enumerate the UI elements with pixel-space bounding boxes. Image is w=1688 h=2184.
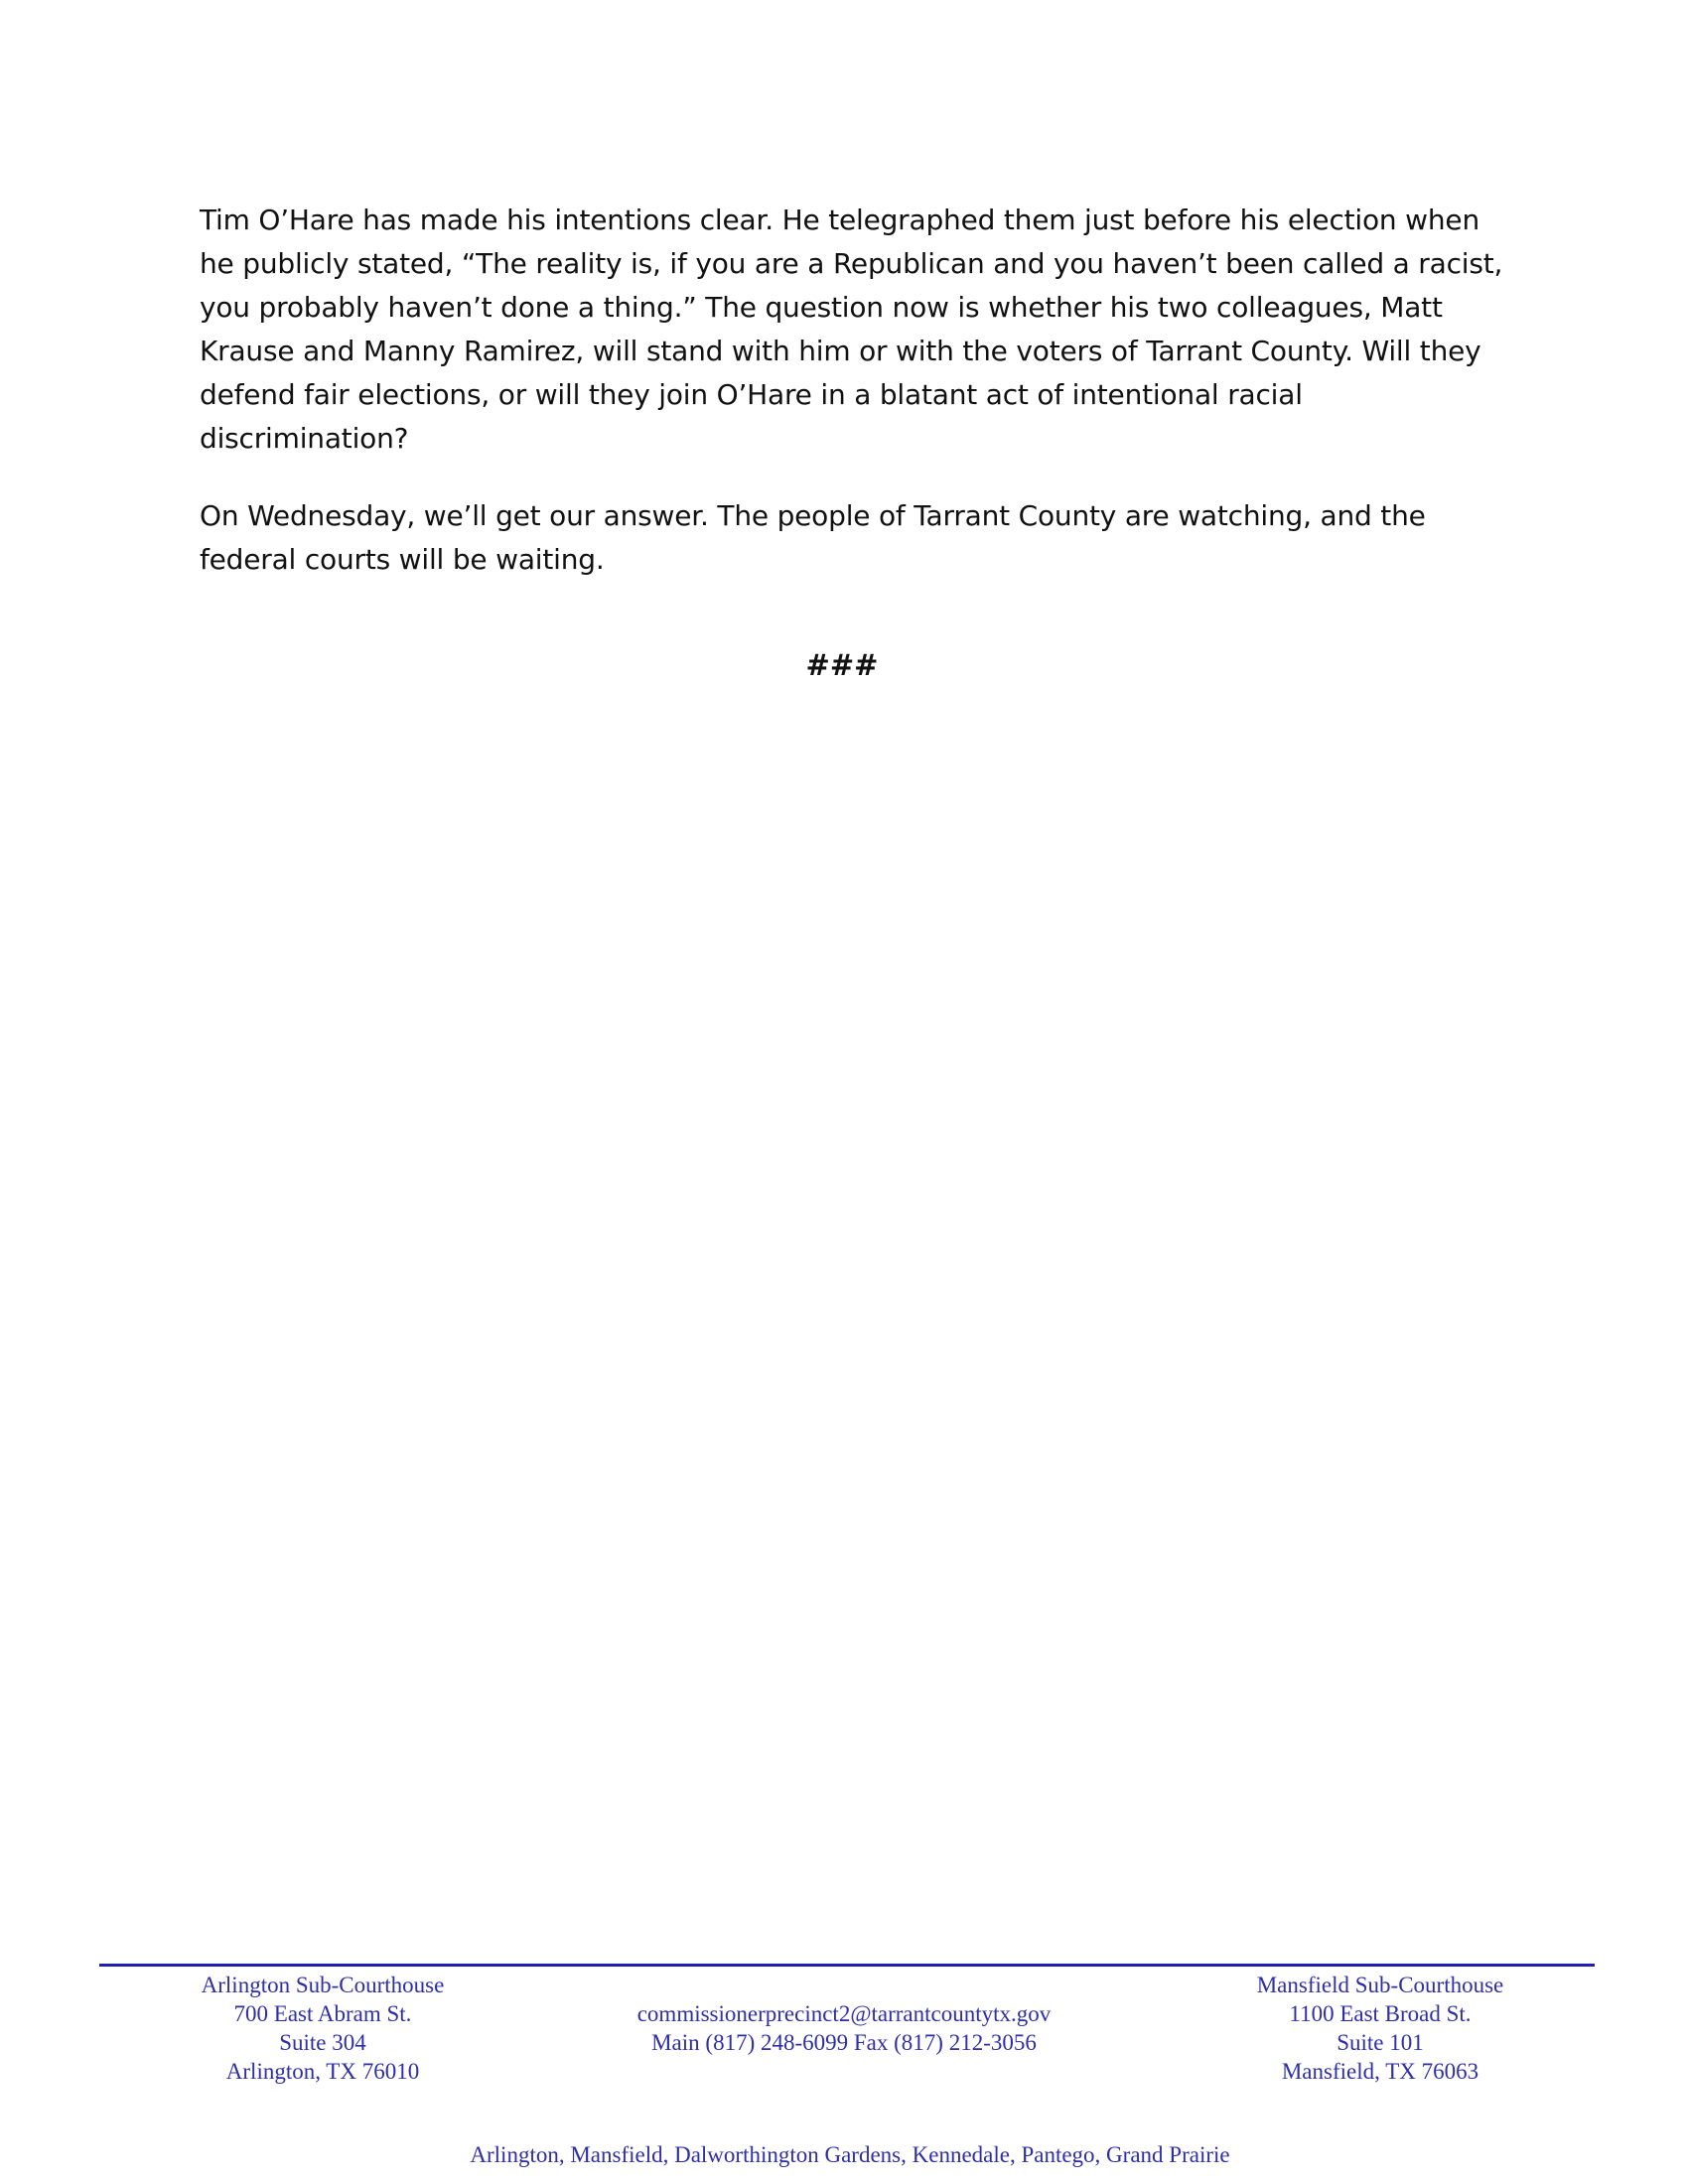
office-street: 1100 East Broad St. bbox=[1289, 2001, 1472, 2026]
footer-cities: Arlington, Mansfield, Dalworthington Gardens, Kennedale, Pantego, Grand Prairie bbox=[470, 2142, 1230, 2167]
paragraph-2: On Wednesday, we’ll get our answer. The people of Tarrant County are watching, and the federal courts will be waiting. bbox=[200, 499, 1426, 576]
office-city: Arlington, TX 76010 bbox=[225, 2059, 420, 2084]
end-mark: ### bbox=[805, 648, 879, 682]
paragraph-1: Tim O’Hare has made his intentions clear. He telegraphed them just before his election when he publicly stated, “The reality is, if you are a Republican and you haven’t been called a racist, you probably haven’t done a thing.” The question now is whether his two colleagues, Matt Krause and Manny Ramirez, will stand with him or with the voters of Tarrant County. Will they defend fair elections, or will they join O’Hare in a blatant act of intentional racial discrimination? bbox=[200, 204, 1503, 455]
office-name: Arlington Sub-Courthouse bbox=[201, 1973, 445, 1997]
footer-address-arlington bbox=[154, 1971, 492, 2086]
footer-divider bbox=[99, 1964, 1595, 1967]
footer-address-mansfield bbox=[1211, 1971, 1549, 2086]
office-suite: Suite 304 bbox=[279, 2030, 366, 2055]
contact-phone: Main (817) 248-6099 Fax (817) 212-3056 bbox=[651, 2030, 1037, 2055]
office-city: Mansfield, TX 76063 bbox=[1281, 2059, 1479, 2084]
footer-contact bbox=[556, 1999, 1132, 2057]
office-street: 700 East Abram St. bbox=[233, 2001, 412, 2026]
office-name: Mansfield Sub-Courthouse bbox=[1256, 1973, 1504, 1997]
contact-email: commissionerprecinct2@tarrantcountytx.gov bbox=[636, 2001, 1052, 2026]
body-text bbox=[200, 199, 1510, 615]
office-suite: Suite 101 bbox=[1336, 2030, 1424, 2055]
